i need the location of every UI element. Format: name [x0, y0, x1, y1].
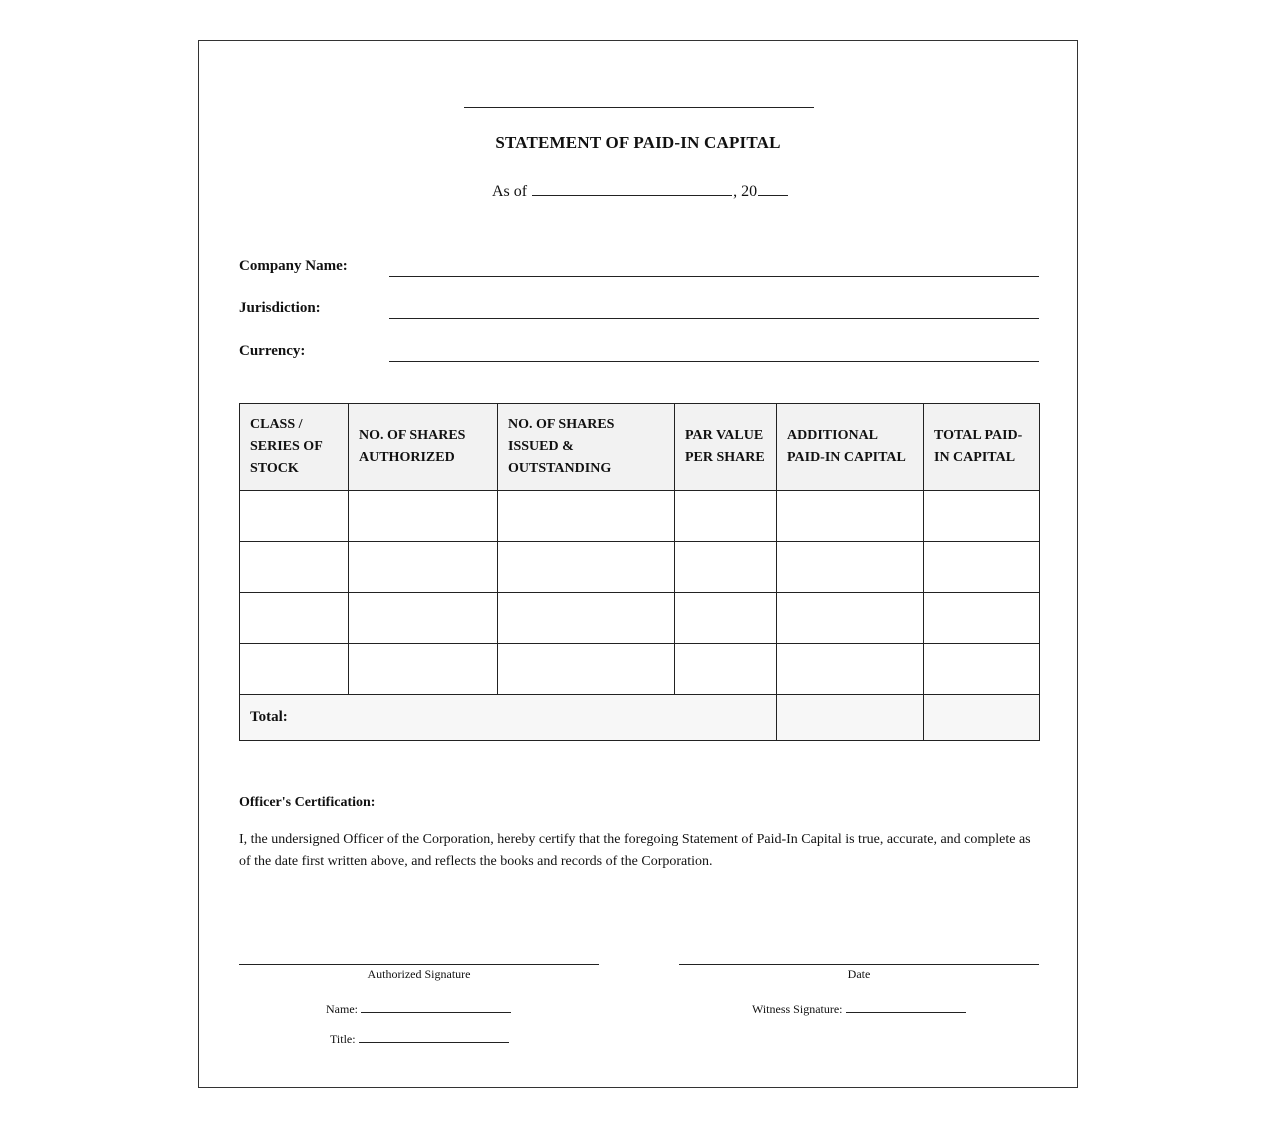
table-cell[interactable]	[349, 491, 498, 542]
company-name-label: Company Name:	[239, 258, 348, 274]
name-field	[326, 1002, 511, 1017]
table-cell[interactable]	[498, 542, 675, 593]
table-cell[interactable]	[675, 491, 777, 542]
as-of-date-blank[interactable]	[532, 194, 732, 196]
date-line[interactable]	[679, 964, 1039, 965]
col-header-shares-issued: NO. OF SHARES ISSUED & OUTSTANDING	[498, 404, 675, 491]
table-cell[interactable]	[349, 542, 498, 593]
witness-signature-line[interactable]	[846, 1011, 966, 1013]
table-cell[interactable]	[498, 593, 675, 644]
table-cell[interactable]	[675, 644, 777, 695]
col-header-total-capital: TOTAL PAID-IN CAPITAL	[924, 404, 1040, 491]
col-header-additional-capital: ADDITIONAL PAID-IN CAPITAL	[777, 404, 924, 491]
table-row	[240, 644, 1040, 695]
table-row	[240, 491, 1040, 542]
table-cell[interactable]	[498, 491, 675, 542]
name-label: Name:	[326, 1002, 358, 1016]
table-cell[interactable]	[349, 593, 498, 644]
document-page	[198, 40, 1078, 1088]
col-header-shares-authorized: NO. OF SHARES AUTHORIZED	[349, 404, 498, 491]
table-cell[interactable]	[924, 491, 1040, 542]
table-cell[interactable]	[924, 644, 1040, 695]
table-cell[interactable]	[675, 542, 777, 593]
document-title: STATEMENT OF PAID-IN CAPITAL	[495, 133, 781, 152]
title-line[interactable]	[359, 1041, 509, 1043]
currency-label: Currency:	[239, 343, 306, 359]
table-header-row	[240, 404, 1040, 491]
table-cell[interactable]	[777, 542, 924, 593]
table-cell[interactable]	[240, 644, 349, 695]
as-of-label: As of	[492, 183, 528, 200]
company-name-field	[239, 258, 1039, 282]
company-name-line[interactable]	[389, 276, 1039, 277]
table-cell[interactable]	[777, 491, 924, 542]
table-total-row	[240, 695, 1040, 741]
witness-signature-field	[752, 1002, 966, 1017]
jurisdiction-label: Jurisdiction:	[239, 300, 321, 316]
table-cell[interactable]	[675, 593, 777, 644]
table-row	[240, 542, 1040, 593]
total-paid-in-capital-cell[interactable]	[924, 695, 1040, 741]
currency-field	[239, 343, 1039, 367]
table-cell[interactable]	[349, 644, 498, 695]
as-of-year-blank[interactable]	[758, 194, 788, 196]
jurisdiction-field	[239, 300, 1039, 324]
table-cell[interactable]	[924, 542, 1040, 593]
header-rule	[464, 107, 814, 108]
col-header-class-series: CLASS / SERIES OF STOCK	[240, 404, 349, 491]
title-label: Title:	[330, 1032, 356, 1046]
jurisdiction-line[interactable]	[389, 318, 1039, 319]
certification-text: I, the undersigned Officer of the Corporation, hereby certify that the foregoing Statement of Paid-In Capital is true, accurate, and complete as of the date first written above, and reflects the books and records of the Corporation.	[239, 832, 1031, 869]
table-cell[interactable]	[240, 542, 349, 593]
table-row	[240, 593, 1040, 644]
total-label: Total:	[240, 695, 777, 741]
table-cell[interactable]	[777, 644, 924, 695]
paid-in-capital-table	[239, 403, 1040, 741]
certification-heading: Officer's Certification:	[239, 795, 376, 810]
as-of-year-prefix: , 20	[733, 183, 758, 200]
table-cell[interactable]	[240, 593, 349, 644]
table-cell[interactable]	[924, 593, 1040, 644]
total-additional-capital-cell[interactable]	[777, 695, 924, 741]
witness-signature-label: Witness Signature:	[752, 1002, 843, 1016]
as-of-date-line	[492, 183, 789, 201]
col-header-par-value: PAR VALUE PER SHARE	[675, 404, 777, 491]
date-caption: Date	[847, 967, 871, 981]
name-line[interactable]	[361, 1011, 511, 1013]
table-cell[interactable]	[498, 644, 675, 695]
title-field	[330, 1032, 509, 1047]
authorized-signature-caption: Authorized Signature	[367, 967, 471, 981]
authorized-signature-line[interactable]	[239, 964, 599, 965]
table-cell[interactable]	[240, 491, 349, 542]
table-cell[interactable]	[777, 593, 924, 644]
currency-line[interactable]	[389, 361, 1039, 362]
